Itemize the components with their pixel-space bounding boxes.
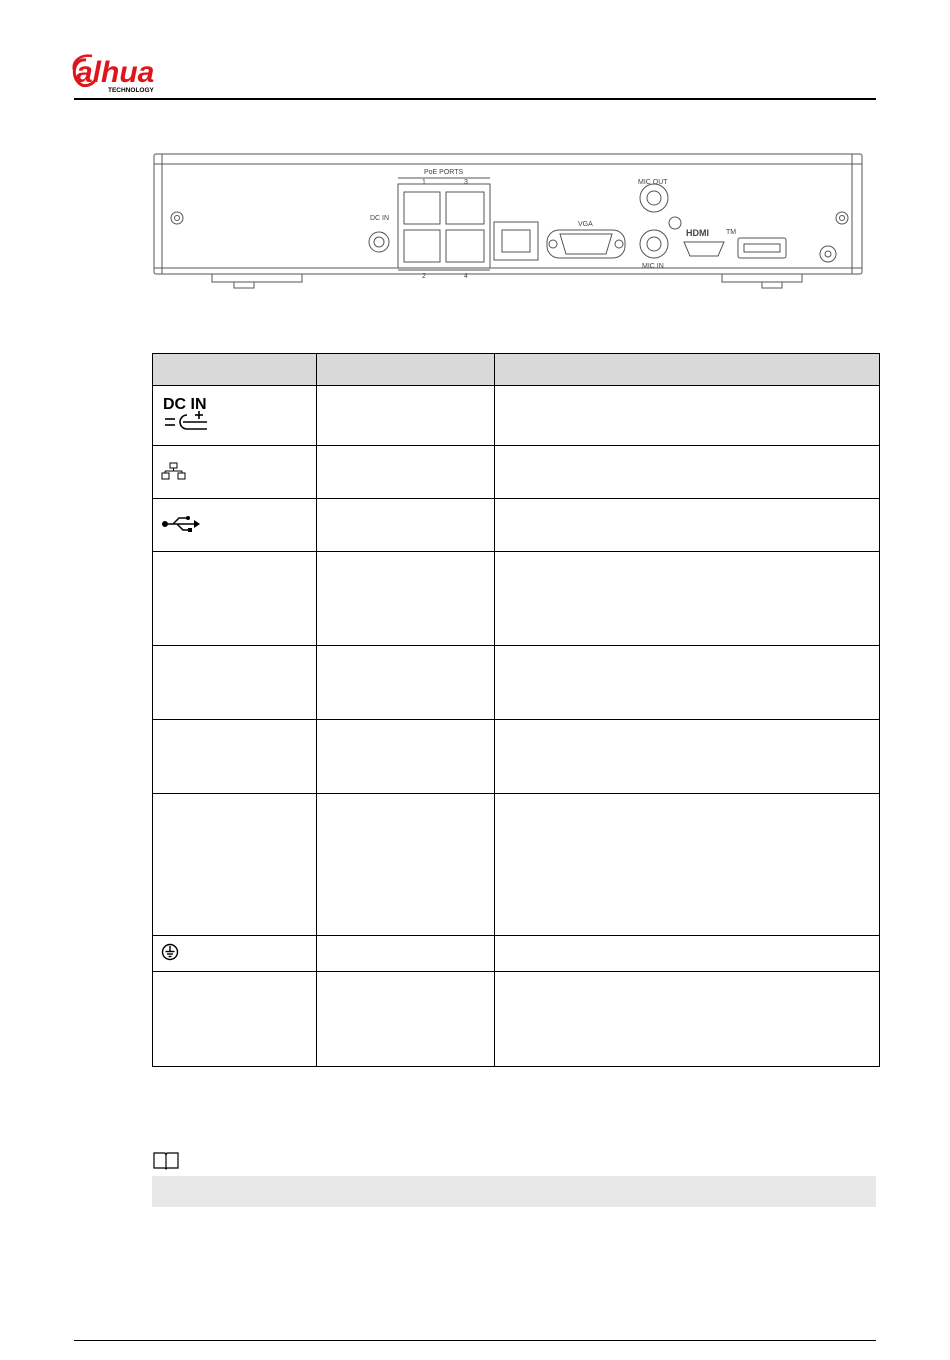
rear-panel-drawing bbox=[152, 150, 864, 300]
svg-text:MIC OUT: MIC OUT bbox=[638, 179, 668, 186]
table-row bbox=[153, 794, 880, 936]
svg-text:TM: TM bbox=[726, 229, 737, 236]
table-cell bbox=[153, 646, 317, 720]
dahua-logo bbox=[72, 52, 212, 96]
table-cell bbox=[317, 646, 495, 720]
table-cell bbox=[317, 386, 495, 446]
table-row bbox=[153, 499, 880, 552]
table-cell bbox=[495, 446, 880, 499]
svg-text:TECHNOLOGY: TECHNOLOGY bbox=[108, 87, 154, 94]
table-cell bbox=[317, 552, 495, 646]
table-row bbox=[153, 446, 880, 499]
logo-mark bbox=[72, 52, 212, 96]
svg-text:2: 2 bbox=[422, 273, 426, 280]
table-cell bbox=[495, 794, 880, 936]
table-header-row bbox=[153, 354, 880, 386]
table-cell-icon bbox=[153, 446, 317, 499]
svg-text:HDMI: HDMI bbox=[686, 228, 709, 238]
table-row bbox=[153, 936, 880, 972]
note-box bbox=[152, 1176, 876, 1207]
table-cell bbox=[495, 499, 880, 552]
footer-rule bbox=[74, 1340, 876, 1341]
table-row bbox=[153, 552, 880, 646]
svg-text:MIC IN: MIC IN bbox=[642, 263, 664, 270]
table-cell-icon bbox=[153, 499, 317, 552]
table-cell bbox=[317, 794, 495, 936]
network-port-icon bbox=[161, 462, 187, 480]
table-cell-icon bbox=[153, 386, 317, 446]
svg-text:1: 1 bbox=[422, 179, 426, 186]
table-cell bbox=[317, 499, 495, 552]
svg-text:alhua: alhua bbox=[76, 56, 155, 89]
table-header-cell bbox=[495, 354, 880, 386]
svg-text:VGA: VGA bbox=[578, 221, 593, 228]
header-rule bbox=[74, 98, 876, 100]
rear-panel-figure bbox=[152, 150, 864, 300]
book-note-icon bbox=[152, 1150, 180, 1170]
ground-icon bbox=[161, 943, 179, 961]
svg-text:4: 4 bbox=[464, 273, 468, 280]
table-header-cell bbox=[317, 354, 495, 386]
table-cell-icon bbox=[153, 936, 317, 972]
table-cell bbox=[317, 720, 495, 794]
table-cell bbox=[153, 552, 317, 646]
svg-text:3: 3 bbox=[464, 179, 468, 186]
table-cell bbox=[495, 552, 880, 646]
table-cell bbox=[495, 936, 880, 972]
svg-text:DC IN: DC IN bbox=[370, 215, 390, 222]
table-cell bbox=[317, 446, 495, 499]
dc-in-icon bbox=[161, 391, 213, 437]
table-row bbox=[153, 646, 880, 720]
table-cell bbox=[317, 936, 495, 972]
table-row bbox=[153, 972, 880, 1067]
svg-text:DC IN: DC IN bbox=[163, 396, 207, 413]
table-header-cell bbox=[153, 354, 317, 386]
table-cell bbox=[153, 794, 317, 936]
usb-icon bbox=[161, 515, 201, 533]
table-cell bbox=[153, 972, 317, 1067]
table-cell bbox=[153, 720, 317, 794]
svg-text:PoE PORTS: PoE PORTS bbox=[424, 169, 464, 176]
table-cell bbox=[495, 386, 880, 446]
table-cell bbox=[495, 646, 880, 720]
rear-panel-ports-table bbox=[152, 353, 880, 1067]
table-cell bbox=[495, 972, 880, 1067]
table-cell bbox=[495, 720, 880, 794]
table-row bbox=[153, 386, 880, 446]
table-cell bbox=[317, 972, 495, 1067]
table-row bbox=[153, 720, 880, 794]
